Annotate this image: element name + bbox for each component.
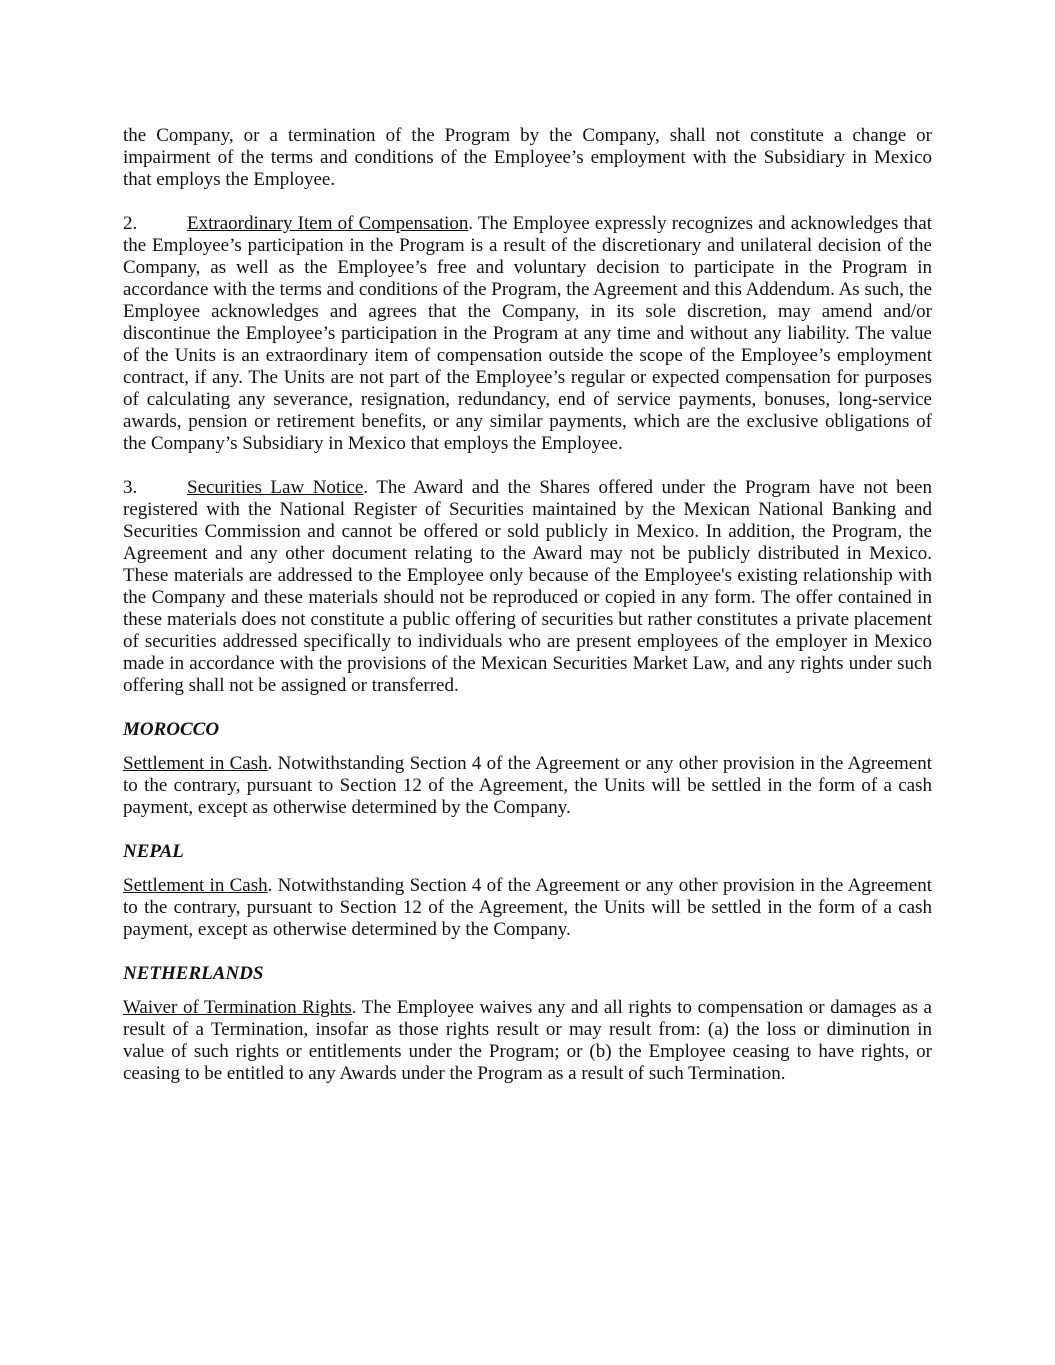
section-heading-morocco: MOROCCO xyxy=(123,719,220,740)
nepal-clause-heading: Settlement in Cash xyxy=(123,875,268,896)
item-3-number: 3. xyxy=(123,477,138,498)
paragraph-extraordinary-item xyxy=(123,213,932,455)
section-heading-nepal: NEPAL xyxy=(123,841,184,862)
morocco-clause-heading: Settlement in Cash xyxy=(123,753,268,774)
paragraph-securities-law-notice xyxy=(123,477,932,697)
nepal-clause-body: . Notwithstanding Section 4 of the Agreement or any other provision in the Agreement to the contrary, pursuant to Section 12 of the Agreement, the Units will be settled in the form of a cash payment, except as otherwise determined by the Company. xyxy=(123,875,932,940)
item-2-heading: Extraordinary Item of Compensation xyxy=(187,213,469,234)
netherlands-clause-body: . The Employee waives any and all rights to compensation or damages as a result of a Termination, insofar as those rights result or may result from: (a) the loss or diminution in value of such rights or entitlements under the Program; or (b) the Employee ceasing to have rights, or ceasing to be entitled to any Awards under the Program as a result of such Termination. xyxy=(123,997,932,1084)
paragraph-nepal-settlement xyxy=(123,875,932,941)
paragraph-netherlands-waiver xyxy=(123,997,932,1085)
netherlands-clause-heading: Waiver of Termination Rights xyxy=(123,997,352,1018)
paragraph-morocco-settlement xyxy=(123,753,932,819)
section-heading-netherlands: NETHERLANDS xyxy=(123,963,264,984)
item-3-body: . The Award and the Shares offered under the Program have not been registered with the National Register of Securities maintained by the Mexican National Banking and Securities Commission and cannot be offered or sold publicly in Mexico. In addition, the Program, the Agreement and any other document relating to the Award may not be publicly distributed in Mexico. These materials are addressed to the Employee only because of the Employee's existing relationship with the Company and these materials should not be reproduced or copied in any form. The offer contained in these materials does not constitute a public offering of securities but rather constitutes a private placement of securities addressed specifically to individuals who are present employees of the employer in Mexico made in accordance with the provisions of the Mexican Securities Market Law, and any rights under such offering shall not be assigned or transferred. xyxy=(123,477,932,696)
item-3-heading: Securities Law Notice xyxy=(187,477,364,498)
paragraph-continuation: the Company, or a termination of the Program by the Company, shall not constitute a change or impairment of the terms and conditions of the Employee’s employment with the Subsidiary in Mexico that employs the Employee. xyxy=(123,125,932,190)
morocco-clause-body: . Notwithstanding Section 4 of the Agreement or any other provision in the Agreement to the contrary, pursuant to Section 12 of the Agreement, the Units will be settled in the form of a cash payment, except as otherwise determined by the Company. xyxy=(123,753,932,818)
item-2-number: 2. xyxy=(123,213,138,234)
item-2-body: . The Employee expressly recognizes and acknowledges that the Employee’s participation in the Program is a result of the discretionary and unilateral decision of the Company, as well as the Employee’s free and voluntary decision to participate in the Program in accordance with the terms and conditions of the Program, the Agreement and this Addendum. As such, the Employee acknowledges and agrees that the Company, in its sole discretion, may amend and/or discontinue the Employee’s participation in the Program at any time and without any liability. The value of the Units is an extraordinary item of compensation outside the scope of the Employee’s employment contract, if any. The Units are not part of the Employee’s regular or expected compensation for purposes of calculating any severance, resignation, redundancy, end of service payments, bonuses, long-service awards, pension or retirement benefits, or any similar payments, which are the exclusive obligations of the Company’s Subsidiary in Mexico that employs the Employee. xyxy=(123,213,932,454)
